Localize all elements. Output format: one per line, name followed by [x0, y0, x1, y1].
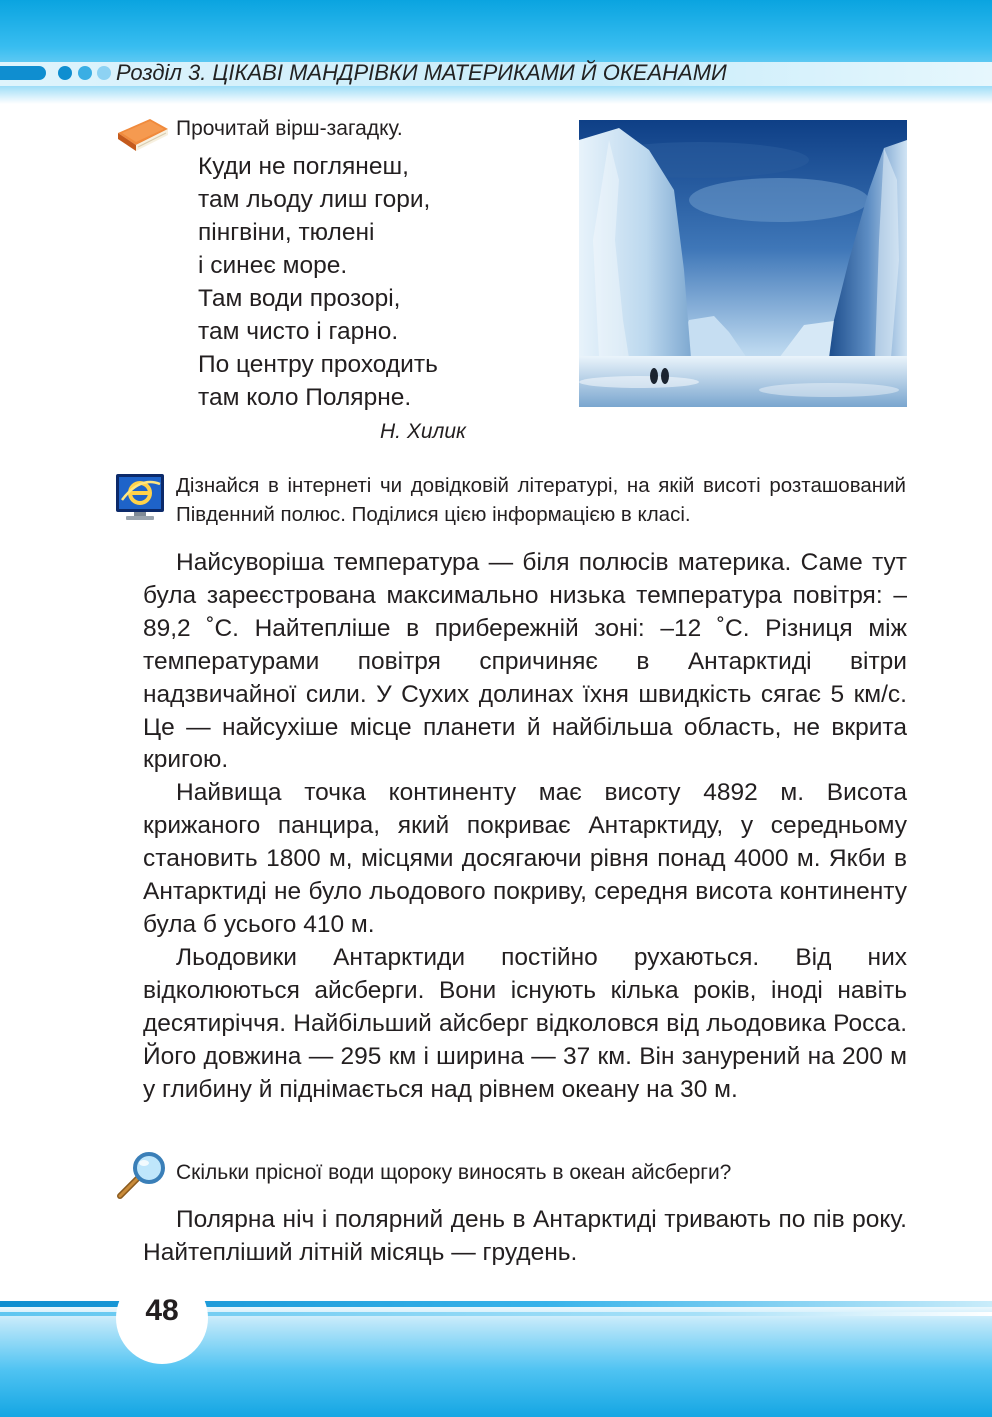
antarctic-iceberg-illustration: [579, 120, 907, 407]
question-text: Скільки прісної води щороку виносять в океан айсберги?: [176, 1161, 732, 1184]
poem-author: Н. Хилик: [380, 420, 466, 443]
header-band: [0, 0, 992, 104]
magnifier-icon: [112, 1150, 170, 1202]
poem: [198, 150, 438, 414]
header-dot: [58, 66, 72, 80]
internet-task-text: Дізнайся в інтернеті чи довідковій літературі, на якій висоті розташований Південний полюс. Поділися цією інформацією в класі.: [176, 474, 906, 526]
chapter-title: Розділ 3. ЦІКАВІ МАНДРІВКИ МАТЕРИКАМИ Й ОКЕАНАМИ: [116, 60, 727, 85]
paragraph: [143, 547, 907, 777]
poem-line: там коло Полярне.: [198, 384, 412, 411]
paragraph: [143, 1204, 907, 1270]
poem-line: там чисто і гарно.: [198, 318, 399, 345]
poem-line: Куди не поглянеш,: [198, 153, 409, 180]
page-number: 48: [145, 1294, 179, 1327]
book-icon: [114, 113, 170, 153]
header-bar: [0, 66, 46, 80]
poem-line: пінгвіни, тюлені: [198, 219, 375, 246]
poem-line: там льоду лиш гори,: [198, 186, 431, 213]
paragraph: [143, 942, 907, 1107]
header-dot: [78, 66, 92, 80]
paragraph-text: Найвища точка континенту має висоту 4892 м. Висота крижаного панцира, який покриває Антарктиду, у середньому становить 1800 м, місцями досягаючи рівня понад 4000 м. Якби в Антарктиді не було льодового покриву, середня висота континенту була б усього 410 м.: [143, 779, 907, 938]
poem-line: і синеє море.: [198, 252, 348, 279]
poem-instruction: Прочитай вірш-загадку.: [176, 117, 403, 140]
poem-line: Там води прозорі,: [198, 285, 401, 312]
header-dot: [97, 66, 111, 80]
paragraph-text: Льодовики Антарктиди постійно рухаються. Від них відколюються айсберги. Вони існують кілька років, іноді навіть десятиріччя. Найбільший айсберг відколовся від льодовика Росса. Його довжина — 295 км і ширина — 37 км. Він занурений на 200 м у глибину й піднімається над рівнем океану на 30 м.: [143, 944, 907, 1103]
paragraph-text: Найсуворіша температура — біля полюсів материка. Саме тут була зареєстрована максимально низька температура повітря: – 89,2 ˚С. Найтепліше в прибережній зоні: –12 ˚С. Різниця між температурами повітря спричиняє в Антарктиді вітри надзвичайної сили. У Сухих долинах їхня швидкість сягає 5 км/с. Це — найсухіше місце планети й найбільша область, не вкрита кригою.: [143, 549, 907, 774]
paragraph: [143, 777, 907, 942]
paragraph-text: Полярна ніч і полярний день в Антарктиді тривають по пів року. Найтепліший літній місяць — грудень.: [143, 1206, 907, 1266]
poem-line: По центру проходить: [198, 351, 438, 378]
internet-explorer-icon: [114, 472, 166, 522]
